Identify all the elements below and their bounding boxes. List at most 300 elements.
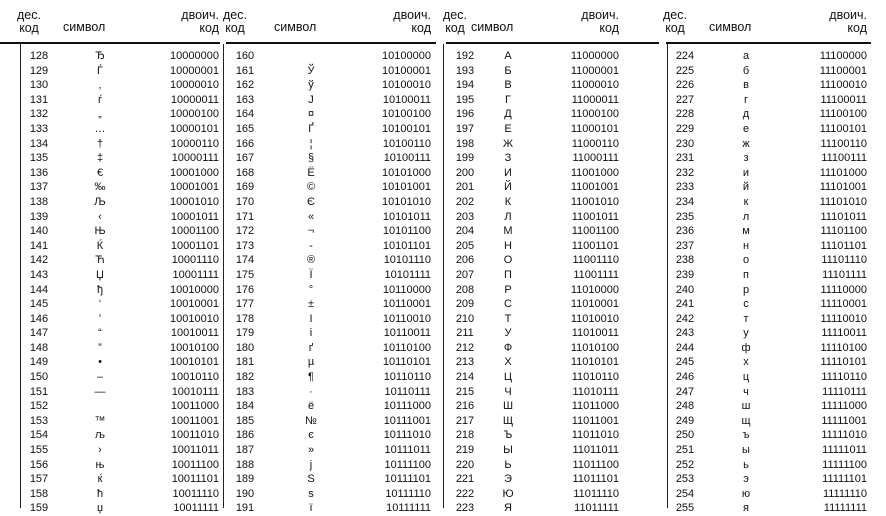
binary-code-cell: 11111000 [821,400,867,413]
symbol-cell: є [308,429,314,442]
table-header [0,0,220,44]
symbol-cell: Ћ [95,254,105,267]
dec-code-cell: 191 [235,502,255,515]
dec-code-cell: 154 [29,429,49,442]
symbol-cell: ’ [98,312,102,325]
header-symbol: символ [709,20,752,34]
symbol-cell: Г [505,93,511,106]
dec-code-cell: 158 [29,487,49,500]
table-row [666,151,871,166]
table-row [446,428,659,443]
binary-code-cell: 10101001 [382,181,431,194]
symbol-cell: Њ [94,225,106,238]
symbol-cell: с [743,298,749,311]
table-row [666,122,871,137]
symbol-cell: ‡ [96,152,104,165]
table-row [446,370,659,385]
dec-code-cell: 155 [29,444,49,457]
symbol-cell: Ќ [96,239,104,252]
binary-code-cell: 11100101 [819,122,867,135]
binary-code-cell: 10000111 [171,152,219,165]
symbol-cell: ё [307,400,315,413]
dec-code-cell: 201 [455,181,475,194]
dec-code-cell: 194 [455,79,475,92]
binary-code-cell: 11010110 [571,371,619,384]
binary-code-cell: 10110000 [382,283,431,296]
binary-code-cell: 10111111 [386,502,431,515]
symbol-cell: б [742,64,750,77]
dec-code-cell: 133 [29,122,49,135]
table-row [226,166,436,181]
symbol-cell: ќ [97,473,103,486]
table-row [0,283,220,298]
binary-code-cell: 10001100 [170,225,219,238]
symbol-cell: Ж [502,137,514,150]
header-symbol: символ [471,20,514,34]
binary-code-cell: 10110001 [382,298,431,311]
dec-code-cell: 210 [455,312,475,325]
table-row [0,107,220,122]
table-row [0,195,220,210]
binary-code-cell: 11101010 [819,195,867,208]
table-body [226,44,436,516]
binary-code-cell: 10110111 [384,385,431,398]
table-row [446,107,659,122]
symbol-cell: Р [504,283,512,296]
table-row [226,370,436,385]
symbol-cell: ¬ [307,225,315,238]
symbol-cell: х [743,356,749,369]
symbol-cell: Љ [94,195,106,208]
binary-code-cell: 10110100 [382,341,431,354]
dec-code-cell: 223 [455,502,475,515]
table-row [0,428,220,443]
binary-code-cell: 11111111 [823,502,867,515]
dec-code-cell: 238 [675,254,695,267]
dec-code-cell: 215 [455,385,475,398]
dec-code-cell: 185 [235,414,255,427]
symbol-cell: ‹ [98,210,102,223]
dec-code-cell: 135 [29,152,49,165]
table-row [446,122,659,137]
binary-code-cell: 11001011 [571,210,619,223]
table-row [446,224,659,239]
symbol-cell: н [742,239,750,252]
symbol-cell: ф [741,341,751,354]
table-row [446,64,659,79]
table-row [0,239,220,254]
dec-code-cell: 189 [235,473,255,486]
symbol-cell: Ђ [95,50,105,62]
symbol-cell: И [504,166,512,179]
binary-code-cell: 11100100 [819,108,867,121]
binary-code-cell: 11000111 [572,152,619,165]
symbol-cell: ў [308,79,314,92]
table-row [226,180,436,195]
binary-code-cell: 10101010 [382,195,431,208]
table-row [666,78,871,93]
binary-code-cell: 10010000 [170,283,219,296]
table-row [226,399,436,414]
table-row [666,195,871,210]
symbol-cell: Ј [308,93,314,106]
binary-code-cell: 11011010 [571,429,619,442]
binary-code-cell: 11010011 [571,327,619,340]
dec-code-cell: 161 [235,64,255,77]
symbol-cell: Я [504,502,512,515]
dec-code-cell: 245 [675,356,695,369]
symbol-cell: ° [308,283,314,296]
table-row [446,253,659,268]
dec-code-cell: 248 [675,400,695,413]
symbol-cell: » [307,444,315,457]
table-row [666,326,871,341]
table-row [226,458,436,473]
binary-code-cell: 11011110 [573,487,619,500]
binary-code-cell: 11011100 [572,458,619,471]
dec-code-cell: 187 [235,444,255,457]
table-row [666,137,871,152]
dec-code-cell: 205 [455,239,475,252]
symbol-cell: В [504,79,512,92]
table-row [0,443,220,458]
dec-code-cell: 152 [29,400,49,413]
symbol-cell: з [743,152,749,165]
table-row [666,428,871,443]
binary-code-cell: 10101110 [383,254,431,267]
symbol-cell: ‚ [98,79,102,92]
symbol-cell: ™ [94,414,106,427]
dec-code-cell: 136 [29,166,49,179]
symbol-cell: © [306,181,316,194]
table-row [0,64,220,79]
symbol-cell: І [309,312,313,325]
table-row [226,64,436,79]
header-binary-code: двоич. код [829,8,867,35]
binary-code-cell: 11001010 [570,195,619,208]
dec-code-cell: 173 [235,239,255,252]
table-row [446,239,659,254]
binary-code-cell: 10011111 [173,502,219,515]
table-body [0,44,220,516]
binary-code-cell: 10000101 [170,122,219,135]
symbol-cell: Ю [502,487,514,500]
symbol-cell: — [94,385,106,398]
table-header [663,0,871,44]
binary-code-cell: 11111110 [822,487,867,500]
dec-code-cell: 226 [675,79,695,92]
table-block [443,0,659,516]
binary-code-cell: 10000010 [170,79,219,92]
symbol-cell: З [504,152,512,165]
symbol-cell: ® [306,254,316,267]
dec-code-cell: 182 [235,371,255,384]
table-row [226,297,436,312]
binary-code-cell: 10010111 [171,385,219,398]
binary-code-cell: 11001101 [571,239,619,252]
dec-code-cell: 214 [455,371,475,384]
table-row [666,399,871,414]
table-row [0,180,220,195]
header-symbol: символ [274,20,317,34]
symbol-cell: ¦ [309,137,313,150]
symbol-cell: … [94,122,106,135]
binary-code-cell: 11101101 [820,239,867,252]
binary-code-cell: 11001110 [572,254,619,267]
table-body [666,44,871,516]
binary-code-cell: 11111011 [822,444,867,457]
binary-code-cell: 11010100 [570,341,619,354]
table-row [226,341,436,356]
dec-code-cell: 221 [455,473,475,486]
binary-code-cell: 11101100 [820,225,867,238]
binary-code-cell: 11011011 [572,444,619,457]
symbol-cell: Л [504,210,512,223]
table-row [0,399,220,414]
dec-code-cell: 165 [235,122,255,135]
dec-code-cell: 239 [675,268,695,281]
table-block [223,0,436,516]
dec-code-cell: 176 [235,283,255,296]
dec-code-cell: 193 [455,64,475,77]
dec-code-cell: 255 [675,502,695,515]
table-row [226,93,436,108]
binary-code-cell: 11111101 [822,473,867,486]
symbol-cell: Ы [503,444,513,457]
symbol-cell: С [504,298,512,311]
symbol-cell: Е [504,122,512,135]
symbol-cell: Ў [307,64,315,77]
dec-code-cell: 162 [235,79,255,92]
table-row [0,501,220,516]
binary-code-cell: 11101000 [819,166,867,179]
dec-code-cell: 160 [235,50,255,62]
dec-code-cell: 131 [29,93,49,106]
table-row [0,137,220,152]
binary-code-cell: 10011011 [171,444,219,457]
dec-code-cell: 144 [29,283,49,296]
symbol-cell: ґ [308,341,314,354]
table-row [226,355,436,370]
table-row [446,501,659,516]
dec-code-cell: 246 [675,371,695,384]
symbol-cell: п [743,268,749,281]
dec-code-cell: 212 [455,341,475,354]
dec-code-cell: 139 [29,210,49,223]
table-row [666,355,871,370]
table-row [446,210,659,225]
dec-code-cell: 198 [455,137,475,150]
binary-code-cell: 10111001 [383,414,431,427]
symbol-cell: ” [98,341,102,354]
dec-code-cell: 251 [675,444,695,457]
dec-code-cell: 200 [455,166,475,179]
symbol-cell: љ [95,429,105,442]
dec-code-cell: 130 [29,79,49,92]
binary-code-cell: 10011110 [172,487,219,500]
symbol-cell: Т [504,312,512,325]
table-row [0,472,220,487]
dec-code-cell: 128 [29,50,49,62]
dec-code-cell: 242 [675,312,695,325]
dec-code-cell: 143 [29,268,49,281]
dec-code-cell: 236 [675,225,695,238]
table-row [446,297,659,312]
symbol-cell: о [742,254,750,267]
dec-code-cell: 132 [29,108,49,121]
table-row [0,355,220,370]
dec-code-cell: 250 [675,429,695,442]
symbol-cell: ц [742,371,750,384]
binary-code-cell: 10001001 [170,181,219,194]
dec-code-cell: 190 [235,487,255,500]
binary-code-cell: 10100001 [382,64,431,77]
binary-code-cell: 11101001 [819,181,867,194]
symbol-cell: ь [743,458,749,471]
header-dec-code: дес. код [17,8,41,35]
table-row [226,49,436,64]
dec-code-cell: 137 [29,181,49,194]
symbol-cell: Н [504,239,512,252]
binary-code-cell: 11001000 [570,166,619,179]
table-row [446,137,659,152]
dec-code-cell: 178 [235,312,255,325]
dec-code-cell: 180 [235,341,255,354]
table-row [226,326,436,341]
binary-code-cell: 11001001 [570,181,619,194]
symbol-cell: Д [504,108,512,121]
table-row [666,385,871,400]
table-row [226,283,436,298]
binary-code-cell: 11010000 [570,283,619,296]
table-row [0,166,220,181]
dec-code-cell: 181 [235,356,255,369]
dec-code-cell: 183 [235,385,255,398]
column-divider [223,44,224,508]
symbol-cell: - [309,239,313,252]
dec-code-cell: 174 [235,254,255,267]
symbol-cell: в [743,79,749,92]
table-row [666,93,871,108]
dec-code-cell: 253 [675,473,695,486]
symbol-cell: я [743,502,749,515]
table-row [226,224,436,239]
binary-code-cell: 10111101 [384,473,431,486]
dec-code-cell: 150 [29,371,49,384]
binary-code-cell: 10000000 [170,50,219,62]
table-row [226,268,436,283]
dec-code-cell: 168 [235,166,255,179]
binary-code-cell: 11100010 [819,79,867,92]
binary-code-cell: 10000110 [170,137,219,150]
dec-code-cell: 209 [455,298,475,311]
binary-code-cell: 11100001 [819,64,867,77]
binary-code-cell: 10000100 [170,108,219,121]
dec-code-cell: 213 [455,356,475,369]
table-block [0,0,220,516]
table-row [666,458,871,473]
dec-code-cell: 202 [455,195,475,208]
symbol-cell: ¶ [308,371,314,384]
table-row [0,253,220,268]
symbol-cell: Ь [504,458,512,471]
binary-code-cell: 11100000 [819,50,867,62]
symbol-cell: – [96,371,104,384]
symbol-cell: › [98,444,102,457]
binary-code-cell: 10000001 [170,64,219,77]
table-row [666,283,871,298]
binary-code-cell: 10101101 [382,239,431,252]
table-row [0,93,220,108]
dec-code-cell: 157 [29,473,49,486]
table-row [666,472,871,487]
binary-code-cell: 10010101 [170,356,219,369]
dec-code-cell: 138 [29,195,49,208]
dec-code-cell: 199 [455,152,475,165]
symbol-cell: а [742,50,750,62]
symbol-cell: Ц [503,371,513,384]
binary-code-cell: 11110010 [820,312,867,325]
symbol-cell: ѕ [308,487,314,500]
binary-code-cell: 11000000 [570,50,619,62]
dec-code-cell: 129 [29,64,49,77]
symbol-cell: • [98,356,102,369]
dec-code-cell: 234 [675,195,695,208]
dec-code-cell: 164 [235,108,255,121]
table-row [226,78,436,93]
table-row [446,399,659,414]
binary-code-cell: 11110100 [820,341,867,354]
dec-code-cell: 141 [29,239,49,252]
dec-code-cell: 145 [29,298,49,311]
symbol-cell: щ [741,414,751,427]
symbol-cell: Ѓ [97,64,103,77]
table-row [666,501,871,516]
table-row [666,107,871,122]
table-row [446,268,659,283]
dec-code-cell: 184 [235,400,255,413]
symbol-cell: Ч [504,385,512,398]
table-row [226,137,436,152]
symbol-cell: њ [95,458,105,471]
binary-code-cell: 10011010 [170,429,219,442]
binary-code-cell: 10111011 [384,444,431,457]
binary-code-cell: 11010001 [570,298,619,311]
binary-code-cell: 10110011 [383,327,431,340]
header-dec-code: дес. код [223,8,247,35]
dec-code-cell: 232 [675,166,695,179]
binary-code-cell: 10001011 [170,210,219,223]
binary-code-cell: 11011001 [571,414,619,427]
symbol-cell: € [96,166,104,179]
symbol-cell: ‘ [98,298,102,311]
dec-code-cell: 167 [235,152,255,165]
dec-code-cell: 219 [455,444,475,457]
dec-code-cell: 159 [29,502,49,515]
binary-code-cell: 10100100 [382,108,431,121]
binary-code-cell: 11111010 [821,429,867,442]
dec-code-cell: 231 [675,152,695,165]
table-row [446,78,659,93]
binary-code-cell: 10011000 [170,400,219,413]
table-row [0,326,220,341]
symbol-cell: ю [741,487,751,500]
symbol-cell: А [504,50,512,62]
dec-code-cell: 218 [455,429,475,442]
table-row [226,312,436,327]
binary-code-cell: 11011111 [574,502,619,515]
binary-code-cell: 11110011 [821,327,867,340]
